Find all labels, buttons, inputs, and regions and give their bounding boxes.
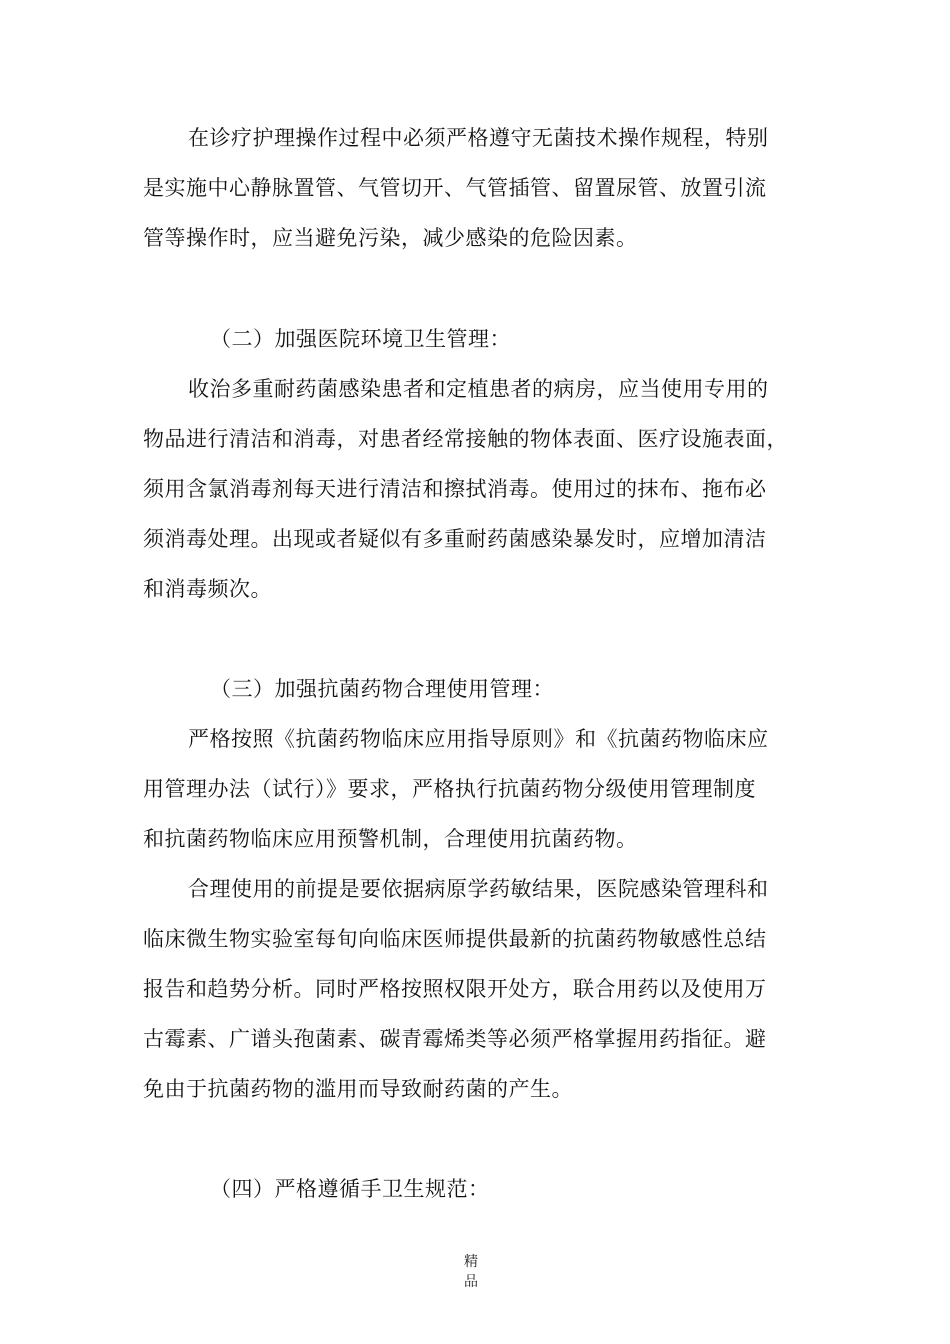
text-line: 和抗菌药物临床应用预警机制，合理使用抗菌药物。 — [143, 827, 638, 851]
text-line: 和消毒频次。 — [143, 577, 272, 601]
text-line: 用管理办法（试行）》要求，严格执行抗菌药物分级使用管理制度 — [143, 777, 756, 801]
text-line: 管等操作时，应当避免污染，减少感染的危险因素。 — [143, 226, 638, 250]
footer-mark-char: 品 — [464, 1274, 478, 1290]
text-line: 免由于抗菌药物的滥用而导致耐药菌的产生。 — [143, 1077, 573, 1101]
section-heading-hand-hygiene: （四）严格遵循手卫生规范： — [210, 1177, 490, 1201]
text-line: 严格按照《抗菌药物临床应用指导原则》和《抗菌药物临床应 — [188, 727, 769, 751]
section-heading-antibiotics: （三）加强抗菌药物合理使用管理： — [210, 677, 554, 701]
text-line: 须用含氯消毒剂每天进行清洁和擦拭消毒。使用过的抹布、拖布必 — [143, 477, 767, 501]
section-heading-environment: （二）加强医院环境卫生管理： — [210, 327, 511, 351]
text-line: 在诊疗护理操作过程中必须严格遵守无菌技术操作规程，特别 — [188, 126, 769, 150]
footer-mark-char: 精 — [464, 1254, 478, 1270]
text-line: 合理使用的前提是要依据病原学药敏结果，医院感染管理科和 — [188, 877, 769, 901]
text-line: 古霉素、广谱头孢菌素、碳青霉烯类等必须严格掌握用药指征。避 — [143, 1027, 767, 1051]
text-line: 是实施中心静脉置管、气管切开、气管插管、留置尿管、放置引流 — [143, 176, 767, 200]
text-line: 临床微生物实验室每旬向临床医师提供最新的抗菌药物敏感性总结 — [143, 927, 767, 951]
text-line: 物品进行清洁和消毒，对患者经常接触的物体表面、医疗设施表面， — [143, 427, 788, 451]
text-line: 收治多重耐药菌感染患者和定植患者的病房，应当使用专用的 — [188, 377, 769, 401]
text-line: 须消毒处理。出现或者疑似有多重耐药菌感染暴发时，应增加清洁 — [143, 527, 767, 551]
text-line: 报告和趋势分析。同时严格按照权限开处方，联合用药以及使用万 — [143, 977, 767, 1001]
